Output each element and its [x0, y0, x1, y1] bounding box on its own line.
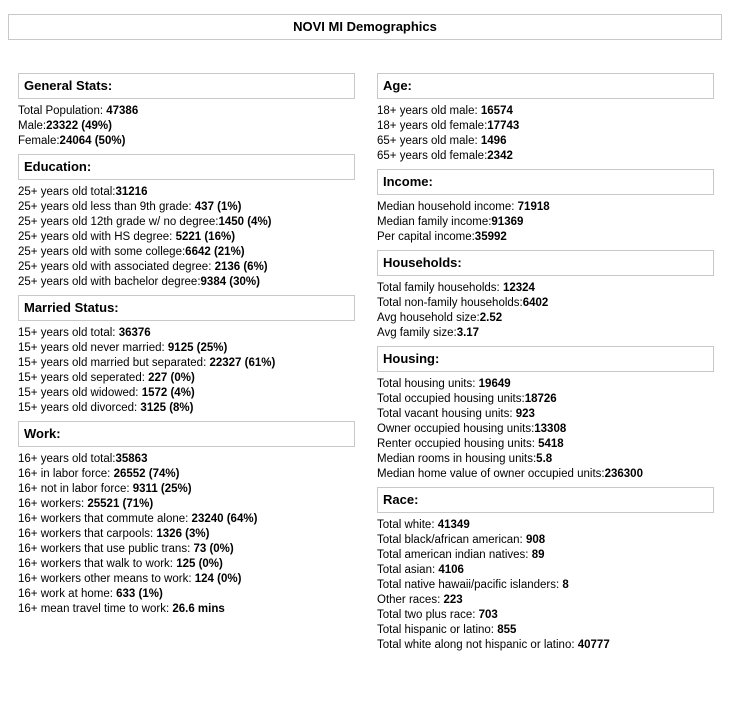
stat-value: 1572 (4%): [141, 387, 195, 399]
stat-value: 36376: [118, 327, 151, 339]
stat-value: 633 (1%): [116, 588, 163, 600]
stat-label: Male:: [18, 120, 47, 132]
section-header-housing: Housing:: [377, 346, 714, 372]
section-header-education: Education:: [18, 154, 355, 180]
stat-row: [377, 608, 714, 623]
stat-row: [377, 407, 714, 422]
stat-row: [377, 623, 714, 638]
section-header-married: Married Status:: [18, 295, 355, 321]
stat-value: 25521 (71%): [87, 498, 154, 510]
stat-label: 16+ in labor force:: [18, 468, 114, 480]
stat-row: [377, 149, 714, 164]
stat-label: 16+ workers that walk to work:: [18, 558, 177, 570]
stat-value: 5221 (16%): [175, 231, 236, 243]
stat-label: 16+ not in labor force:: [18, 483, 133, 495]
stat-label: 16+ work at home:: [18, 588, 117, 600]
stat-row: [18, 527, 355, 542]
stat-label: Female:: [18, 135, 60, 147]
right-column: [377, 73, 714, 658]
section-age: [377, 73, 714, 164]
stat-label: Total family households:: [377, 282, 503, 294]
stat-row: [377, 281, 714, 296]
stat-row: [18, 260, 355, 275]
stat-value: 3125 (8%): [140, 402, 194, 414]
stat-row: [18, 104, 355, 119]
stat-value: 12324: [502, 282, 535, 294]
stat-row: [18, 356, 355, 371]
stat-value: 9125 (25%): [167, 342, 228, 354]
stat-row: [18, 185, 355, 200]
section-header-households: Households:: [377, 250, 714, 276]
stat-label: 25+ years old total:: [18, 186, 116, 198]
stat-value: 3.17: [456, 327, 480, 339]
stat-value: 5418: [538, 438, 564, 450]
stat-value: 1326 (3%): [156, 528, 210, 540]
stat-label: 25+ years old with associated degree:: [18, 261, 215, 273]
stat-label: Median household income:: [377, 201, 518, 213]
stat-value: 31216: [115, 186, 148, 198]
stat-value: 13308: [534, 423, 567, 435]
stat-list-housing: [377, 377, 714, 482]
stat-label: Other races:: [377, 594, 444, 606]
stat-value: 9384 (30%): [200, 276, 260, 288]
stat-value: 4106: [438, 564, 464, 576]
stat-label: 16+ workers that use public trans:: [18, 543, 194, 555]
stat-list-race: [377, 518, 714, 653]
stat-row: [18, 215, 355, 230]
stat-row: [18, 275, 355, 290]
stat-row: [377, 533, 714, 548]
section-header-general: General Stats:: [18, 73, 355, 99]
stat-row: [18, 386, 355, 401]
stat-row: [18, 401, 355, 416]
stat-value: 40777: [577, 639, 610, 651]
stat-label: Total hispanic or latino:: [377, 624, 498, 636]
stat-label: Median rooms in housing units:: [377, 453, 537, 465]
stat-label: Total Population:: [18, 105, 107, 117]
stat-row: [377, 215, 714, 230]
stat-row: [18, 542, 355, 557]
stat-row: [377, 296, 714, 311]
stat-label: Per capital income:: [377, 231, 475, 243]
stat-value: 47386: [106, 105, 139, 117]
page-title: NOVI MI Demographics: [8, 14, 722, 40]
stat-row: [377, 548, 714, 563]
stat-list-general: [18, 104, 355, 149]
stat-value: 91369: [491, 216, 524, 228]
stat-value: 2.52: [479, 312, 503, 324]
stat-label: Avg family size:: [377, 327, 457, 339]
section-header-race: Race:: [377, 487, 714, 513]
stat-row: [377, 638, 714, 653]
stat-value: 1496: [480, 135, 507, 147]
stat-row: [18, 119, 355, 134]
stat-value: 71918: [517, 201, 550, 213]
stat-value: 26.6 mins: [172, 603, 225, 615]
stat-label: 65+ years old male:: [377, 135, 481, 147]
stat-label: 16+ mean travel time to work:: [18, 603, 173, 615]
stat-value: 437 (1%): [194, 201, 242, 213]
stat-value: 9311 (25%): [132, 483, 192, 495]
section-housing: [377, 346, 714, 482]
stat-row: [377, 200, 714, 215]
stat-value: 35863: [115, 453, 148, 465]
stat-row: [377, 119, 714, 134]
stat-label: Total housing units:: [377, 378, 479, 390]
stat-value: 73 (0%): [193, 543, 234, 555]
stat-row: [18, 452, 355, 467]
section-header-age: Age:: [377, 73, 714, 99]
stat-value: 89: [531, 549, 545, 561]
stat-label: 65+ years old female:: [377, 150, 488, 162]
stat-label: 16+ years old total:: [18, 453, 116, 465]
stat-label: 16+ workers that carpools:: [18, 528, 157, 540]
stat-value: 8: [562, 579, 569, 591]
section-work: [18, 421, 355, 617]
stat-label: Total native hawaii/pacific islanders:: [377, 579, 563, 591]
stat-label: Median family income:: [377, 216, 492, 228]
stat-row: [377, 134, 714, 149]
stat-value: 17743: [487, 120, 520, 132]
stat-label: 25+ years old with bachelor degree:: [18, 276, 201, 288]
stat-value: 23322 (49%): [46, 120, 112, 132]
stat-value: 16574: [480, 105, 513, 117]
stat-value: 26552 (74%): [113, 468, 180, 480]
stat-label: 16+ workers other means to work:: [18, 573, 195, 585]
stat-label: Total black/african american:: [377, 534, 526, 546]
stat-row: [377, 518, 714, 533]
stat-label: Total two plus race:: [377, 609, 479, 621]
section-married: [18, 295, 355, 416]
stat-label: Total vacant housing units:: [377, 408, 516, 420]
stat-value: 908: [525, 534, 546, 546]
stat-list-households: [377, 281, 714, 341]
stat-value: 5.8: [536, 453, 553, 465]
stat-row: [18, 467, 355, 482]
stat-value: 855: [497, 624, 517, 636]
stat-row: [377, 593, 714, 608]
stat-label: Total american indian natives:: [377, 549, 532, 561]
stat-row: [377, 452, 714, 467]
stat-label: 15+ years old total:: [18, 327, 119, 339]
stat-row: [377, 230, 714, 245]
stat-label: 25+ years old with HS degree:: [18, 231, 176, 243]
section-race: [377, 487, 714, 653]
stat-row: [18, 587, 355, 602]
stat-row: [18, 497, 355, 512]
stat-row: [18, 134, 355, 149]
section-header-work: Work:: [18, 421, 355, 447]
stat-value: 6402: [522, 297, 549, 309]
stat-list-married: [18, 326, 355, 416]
stat-label: 15+ years old never married:: [18, 342, 168, 354]
stat-value: 2136 (6%): [214, 261, 268, 273]
stat-label: 15+ years old widowed:: [18, 387, 142, 399]
stat-value: 19649: [478, 378, 511, 390]
stat-value: 703: [478, 609, 498, 621]
stat-value: 227 (0%): [148, 372, 195, 384]
stat-value: 35992: [474, 231, 507, 243]
left-column: [18, 73, 355, 622]
stat-label: Avg household size:: [377, 312, 480, 324]
stat-label: 25+ years old with some college:: [18, 246, 186, 258]
stat-label: 16+ workers:: [18, 498, 88, 510]
stat-label: 25+ years old 12th grade w/ no degree:: [18, 216, 219, 228]
stat-list-work: [18, 452, 355, 617]
stat-label: 16+ workers that commute alone:: [18, 513, 192, 525]
stat-label: Total white along not hispanic or latino:: [377, 639, 578, 651]
stat-row: [377, 563, 714, 578]
stat-row: [377, 422, 714, 437]
stat-row: [377, 311, 714, 326]
stat-row: [377, 104, 714, 119]
stat-row: [377, 467, 714, 482]
stat-row: [18, 341, 355, 356]
stat-row: [18, 245, 355, 260]
section-header-income: Income:: [377, 169, 714, 195]
stat-value: 2342: [487, 150, 513, 162]
stat-value: 22327 (61%): [209, 357, 276, 369]
stat-value: 223: [443, 594, 463, 606]
stat-row: [18, 371, 355, 386]
stat-label: 18+ years old male:: [377, 105, 481, 117]
stat-row: [377, 377, 714, 392]
section-households: [377, 250, 714, 341]
stat-value: 18726: [524, 393, 557, 405]
stat-label: Renter occupied housing units:: [377, 438, 539, 450]
section-general: [18, 73, 355, 149]
stat-label: Median home value of owner occupied units:: [377, 468, 605, 480]
stat-row: [18, 557, 355, 572]
stat-value: 125 (0%): [176, 558, 223, 570]
stat-value: 1450 (4%): [218, 216, 272, 228]
stat-list-income: [377, 200, 714, 245]
stat-label: 18+ years old female:: [377, 120, 488, 132]
stat-label: Total non-family households:: [377, 297, 523, 309]
stat-row: [18, 326, 355, 341]
stat-label: Total occupied housing units:: [377, 393, 525, 405]
stat-value: 23240 (64%): [191, 513, 258, 525]
stat-label: 15+ years old married but separated:: [18, 357, 210, 369]
stat-label: 15+ years old seperated:: [18, 372, 149, 384]
stat-value: 923: [515, 408, 535, 420]
stat-row: [18, 602, 355, 617]
stat-row: [18, 482, 355, 497]
stat-list-education: [18, 185, 355, 290]
stat-label: Owner occupied housing units:: [377, 423, 535, 435]
stat-row: [377, 578, 714, 593]
stat-label: 25+ years old less than 9th grade:: [18, 201, 195, 213]
stat-row: [18, 230, 355, 245]
stat-value: 41349: [437, 519, 470, 531]
stat-value: 6642 (21%): [185, 246, 245, 258]
stat-label: 15+ years old divorced:: [18, 402, 141, 414]
section-education: [18, 154, 355, 290]
stat-row: [377, 392, 714, 407]
stat-row: [377, 326, 714, 341]
stat-row: [18, 200, 355, 215]
stat-list-age: [377, 104, 714, 164]
stat-label: Total asian:: [377, 564, 439, 576]
stat-row: [18, 512, 355, 527]
stat-value: 236300: [604, 468, 643, 480]
section-income: [377, 169, 714, 245]
stat-value: 124 (0%): [194, 573, 242, 585]
stat-value: 24064 (50%): [59, 135, 126, 147]
stat-row: [377, 437, 714, 452]
stat-row: [18, 572, 355, 587]
stat-label: Total white:: [377, 519, 438, 531]
